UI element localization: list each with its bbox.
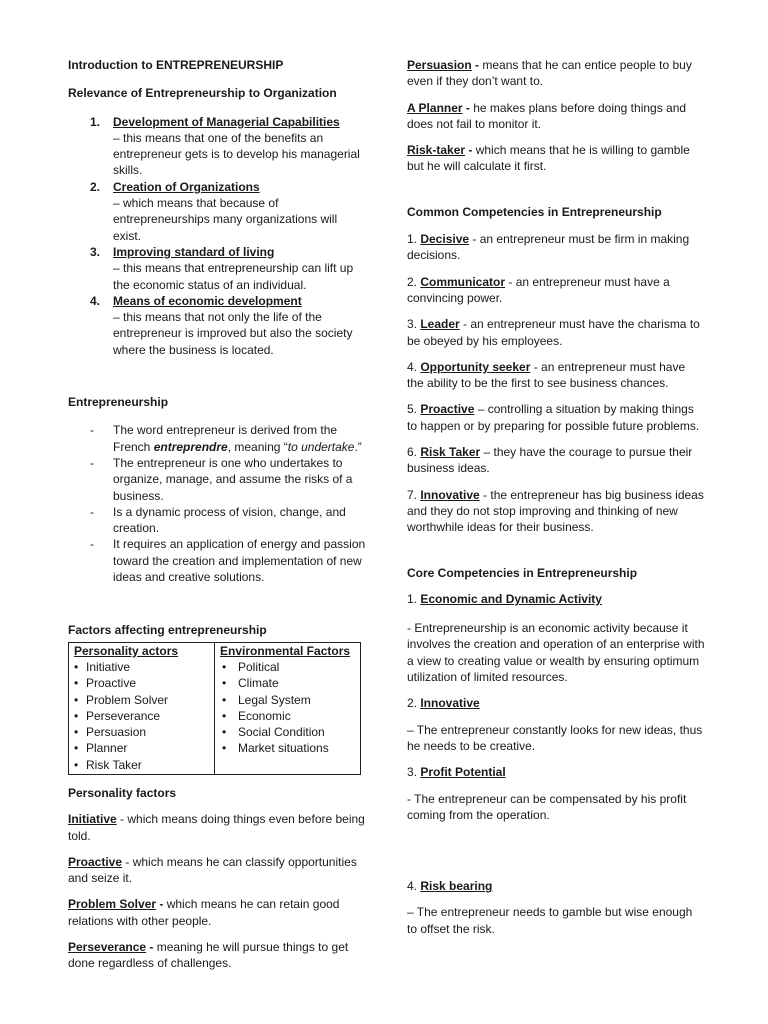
- list-item: - Is a dynamic process of vision, change, and creation.: [68, 504, 368, 537]
- list-item: - The word entrepreneur is derived from the French entreprendre, meaning “to undertake.”: [68, 422, 368, 455]
- table-item: • Problem Solver: [74, 692, 210, 708]
- personality-heading: Personality factors: [68, 785, 177, 800]
- competency-item: 1. Decisive - an entrepreneur must be firm in making decisions.: [407, 232, 690, 263]
- table-item: • Planner: [74, 740, 210, 756]
- table-item: • Risk Taker: [74, 757, 210, 773]
- factors-table: [68, 642, 361, 775]
- list-item: - It requires an application of energy and passion toward the creation and implementation of new ideas and creative solutions.: [68, 536, 368, 585]
- table-item: • Proactive: [74, 675, 210, 691]
- relevance-heading: Relevance of Entrepreneurship to Organization: [68, 86, 337, 101]
- competency-item: 2. Communicator - an entrepreneur must have a convincing power.: [407, 274, 670, 305]
- left-column: [68, 57, 368, 982]
- core-item-title: 3. Profit Potential: [407, 765, 506, 780]
- competency-item: 3. Leader - an entrepreneur must have the charisma to be obeyed by his employees.: [407, 317, 700, 348]
- core-item-desc: – The entrepreneur constantly looks for new ideas, thus he needs to be creative.: [407, 722, 703, 753]
- core-item-title: 2. Innovative: [407, 696, 480, 711]
- competency-item: 6. Risk Taker – they have the courage to pursue their business ideas.: [407, 445, 693, 476]
- table-cell: [215, 642, 361, 774]
- table-header: Personality actors: [74, 643, 179, 658]
- relevance-list: [68, 114, 368, 358]
- entrepreneurship-list: [68, 422, 368, 585]
- competency-item: 7. Innovative - the entrepreneur has big business ideas and they do not stop improving and thinking of new worthwhile ideas for their business.: [407, 487, 704, 535]
- definition: Perseverance - meaning he will pursue things to get done regardless of challenges.: [68, 940, 349, 971]
- definition: Persuasion - means that he can entice people to buy even if they don’t want to.: [407, 58, 692, 89]
- table-item: • Economic: [220, 708, 356, 724]
- page-title: Introduction to ENTREPRENEURSHIP: [68, 58, 284, 72]
- definition: Initiative - which means doing things even before being told.: [68, 812, 365, 843]
- definition: Proactive - which means he can classify opportunities and seize it.: [68, 854, 357, 886]
- table-item: • Persuasion: [74, 724, 210, 740]
- table-item: • Political: [220, 659, 356, 675]
- core-item-desc: - Entrepreneurship is an economic activity because it involves the creation and operation of an enterprise with a view to creating value or wealth by ensuring optimum utilization of limited resources.: [407, 621, 705, 685]
- table-header: Environmental Factors: [220, 643, 351, 658]
- table-item: • Market situations: [220, 740, 356, 756]
- list-item: 4. Means of economic development – this means that not only the life of the entrepreneur is improved but also the society where the business is located.: [90, 293, 353, 357]
- table-cell: [69, 642, 215, 774]
- core-item-desc: – The entrepreneur needs to gamble but wise enough to offset the risk.: [407, 905, 693, 936]
- list-item: 2. Creation of Organizations – which means that because of entrepreneurships many organizations will exist.: [90, 179, 338, 243]
- definition: Problem Solver - which means he can retain good relations with other people.: [68, 897, 340, 928]
- table-item: • Legal System: [220, 692, 356, 708]
- competency-item: 4. Opportunity seeker - an entrepreneur must have the ability to be the first to see business chances.: [407, 359, 686, 391]
- table-item: • Initiative: [74, 659, 210, 675]
- core-competencies-heading: Core Competencies in Entrepreneurship: [407, 565, 638, 580]
- core-item-desc: - The entrepreneur can be compensated by his profit coming from the operation.: [407, 791, 687, 822]
- list-item: - The entrepreneur is one who undertakes to organize, manage, and assume the risks of a business.: [68, 455, 368, 504]
- right-column: [407, 57, 705, 947]
- core-item-title: 1. Economic and Dynamic Activity: [407, 591, 602, 606]
- factors-heading: Factors affecting entrepreneurship: [68, 623, 267, 638]
- table-item: • Climate: [220, 675, 356, 691]
- table-item: • Social Condition: [220, 724, 356, 740]
- definition: A Planner - he makes plans before doing things and does not fail to monitor it.: [407, 100, 687, 131]
- table-item: • Perseverance: [74, 708, 210, 724]
- definition: Risk-taker - which means that he is willing to gamble but he will calculate it first.: [407, 143, 690, 174]
- core-item-title: 4. Risk bearing: [407, 879, 493, 894]
- entrepreneurship-heading: Entrepreneurship: [68, 395, 169, 410]
- common-competencies-heading: Common Competencies in Entrepreneurship: [407, 204, 662, 219]
- competency-item: 5. Proactive – controlling a situation by making things to happen or by preparing for possible future problems.: [407, 402, 700, 433]
- list-item: 1. Development of Managerial Capabilities – this means that one of the benefits an entrepreneur gets is to develop his managerial skills.: [90, 114, 360, 178]
- list-item: 3. Improving standard of living – this means that entrepreneurship can lift up the economic status of an individual.: [90, 244, 354, 292]
